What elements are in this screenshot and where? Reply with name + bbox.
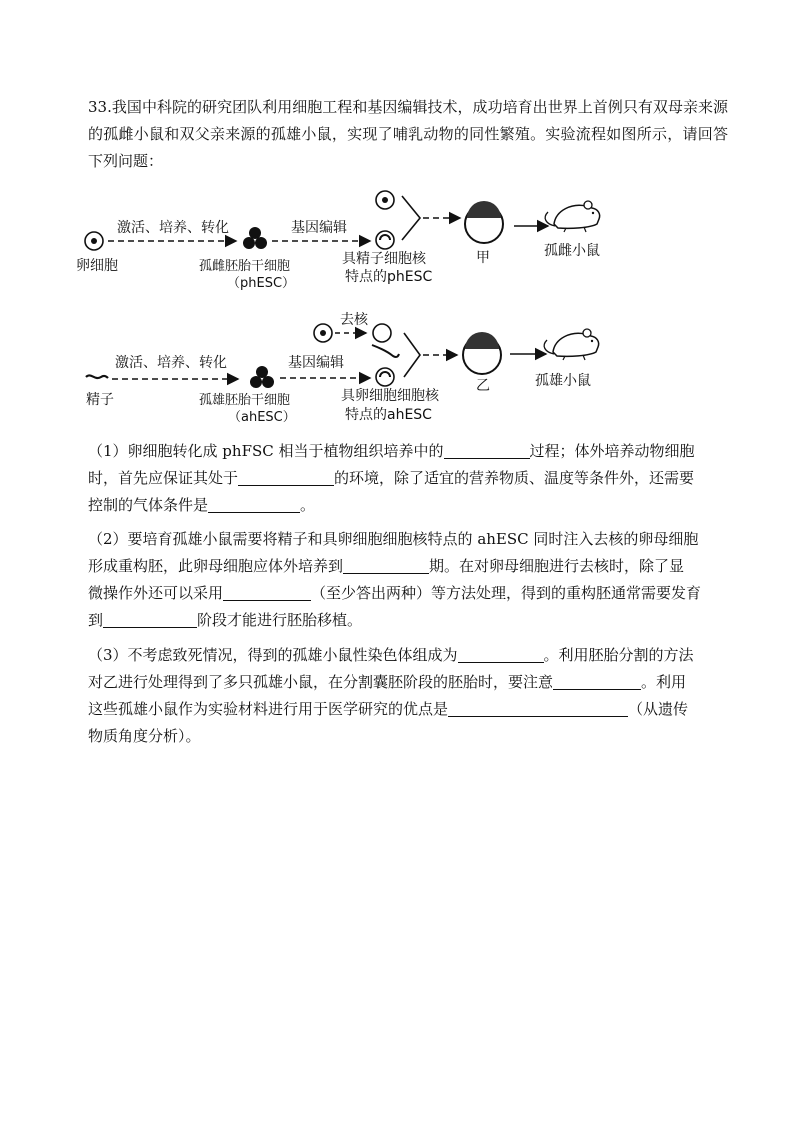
question-part-2 (88, 526, 728, 634)
answer-blank[interactable] (103, 611, 197, 628)
edited-phesc-label-1: 具精子细胞核 (342, 251, 426, 267)
edited-ahesc-icon (376, 368, 394, 386)
arrow-edit-top-label: 基因编辑 (291, 220, 347, 236)
q1-text: （1）卵细胞转化成 phFSC 相当于植物组织培养中的 (88, 442, 444, 460)
q3-text: （从遗传 (628, 700, 689, 718)
ahesc-abbr: （ahESC） (228, 410, 296, 425)
embryo-jia-label: 甲 (476, 250, 490, 266)
embryo-yi-icon (463, 332, 501, 374)
q2-text: 阶段才能进行胚胎移植。 (197, 611, 363, 629)
answer-blank[interactable] (444, 442, 530, 459)
embryo-yi-label: 乙 (476, 378, 490, 394)
answer-blank[interactable] (238, 469, 334, 486)
sperm-label: 精子 (86, 392, 114, 408)
q3-text: 。利用 (641, 673, 687, 691)
q2-text: （2）要培育孤雄小鼠需要将精子和具卵细胞细胞核特点的 ahESC 同时注入去核的卵母细胞 (88, 530, 699, 548)
answer-blank[interactable] (553, 673, 641, 690)
question-part-1 (88, 438, 728, 519)
intro-text: 33.我国中科院的研究团队利用细胞工程和基因编辑技术，成功培育出世界上首例只有双母亲来源的孤雌小鼠和双父亲来源的孤雄小鼠，实现了哺乳动物的同性繁殖。实验流程如图所示，请回答下列问题： (88, 98, 728, 170)
edited-phesc-label-2: 特点的phESC (345, 269, 433, 285)
question-part-3 (88, 642, 728, 750)
q3-text: 。利用胚胎分割的方法 (543, 646, 694, 664)
sperm-into-oocyte-icon (372, 345, 399, 357)
answer-blank[interactable] (208, 496, 300, 513)
edited-phesc-icon (376, 231, 394, 249)
q1-text: 。 (300, 496, 316, 514)
mouse-icon (544, 329, 598, 360)
enucleate-label: 去核 (340, 312, 368, 328)
sperm-icon (86, 375, 108, 378)
edited-ahesc-label-2: 特点的ahESC (345, 407, 432, 423)
embryo-jia-icon (465, 201, 503, 243)
merge-bracket-top (402, 196, 420, 240)
sperm-nucleus-cell-icon (376, 191, 394, 209)
q2-text: 形成重构胚，此卵母细胞应体外培养到 (88, 557, 344, 575)
mouse-male-label: 孤雄小鼠 (535, 373, 591, 389)
arrow-edit-bottom-label: 基因编辑 (288, 355, 344, 371)
edited-ahesc-label-1: 具卵细胞细胞核 (341, 388, 439, 404)
q1-text: 控制的气体条件是 (88, 496, 209, 514)
answer-blank[interactable] (343, 557, 429, 574)
egg-cell-icon (85, 232, 103, 250)
mouse-icon (545, 201, 599, 232)
q2-text: 期。在对卵母细胞进行去核时，除了显 (429, 557, 685, 575)
q2-text: 到 (88, 611, 104, 629)
egg-label: 卵细胞 (76, 258, 118, 274)
q3-text: （3）不考虑致死情况，得到的孤雄小鼠性染色体组成为 (88, 646, 458, 664)
answer-blank[interactable] (223, 584, 311, 601)
q1-text: 时，首先应保证其处于 (88, 469, 239, 487)
answer-blank[interactable] (458, 646, 544, 663)
oocyte-icon (314, 324, 332, 342)
arrow-activate-bottom-label: 激活、培养、转化 (115, 355, 227, 371)
arrow-activate-top-label: 激活、培养、转化 (117, 220, 229, 236)
q2-text: 微操作外还可以采用 (88, 584, 224, 602)
q1-text: 过程；体外培养动物细胞 (529, 442, 695, 460)
experiment-flow-diagram (0, 0, 800, 440)
answer-blank[interactable] (448, 700, 628, 717)
phesc-label: 孤雌胚胎干细胞 (199, 259, 291, 274)
q3-text: 物质角度分析）。 (88, 727, 201, 745)
phesc-abbr: （phESC） (227, 276, 296, 291)
ahesc-label: 孤雄胚胎干细胞 (199, 393, 291, 408)
q3-text: 对乙进行处理得到了多只孤雄小鼠，在分割囊胚阶段的胚胎时，要注意 (88, 673, 554, 691)
phesc-cluster-icon (243, 227, 267, 249)
q3-text: 这些孤雄小鼠作为实验材料进行用于医学研究的优点是 (88, 700, 449, 718)
enucleated-oocyte-icon (373, 324, 391, 342)
merge-bracket-bottom (404, 333, 420, 377)
q2-text: （至少答出两种）等方法处理，得到的重构胚通常需要发育 (311, 584, 702, 602)
q1-text: 的环境，除了适宜的营养物质、温度等条件外，还需要 (334, 469, 695, 487)
mouse-female-label: 孤雌小鼠 (544, 243, 600, 259)
ahesc-cluster-icon (250, 366, 274, 388)
